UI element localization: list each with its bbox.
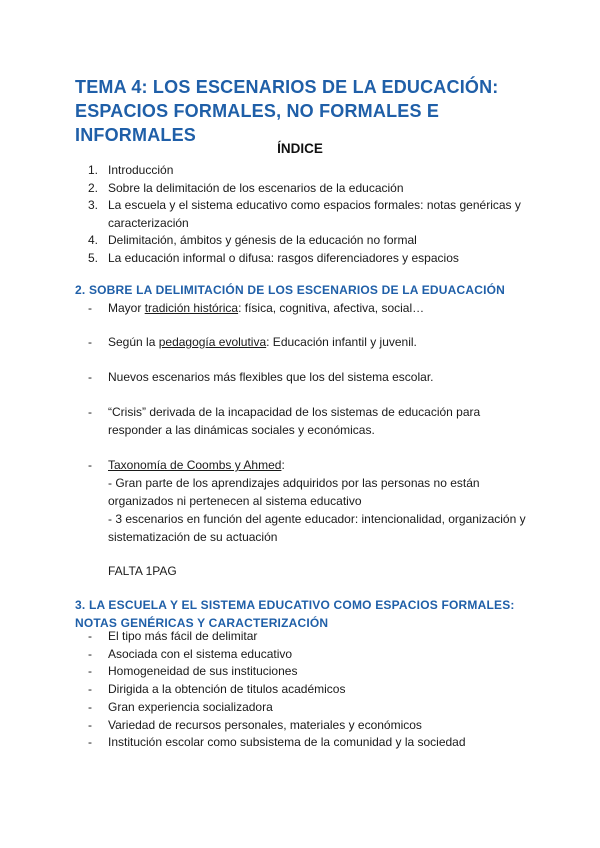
item-text: Dirigida a la obtención de titulos académicos — [108, 682, 346, 697]
list-item — [88, 663, 528, 681]
section-2-item — [88, 403, 528, 439]
dash-bullet: - — [88, 405, 92, 419]
dash-bullet: - — [88, 699, 92, 714]
list-item — [88, 681, 528, 699]
section-3-title: 3. LA ESCUELA Y EL SISTEMA EDUCATIVO COMO ESPACIOS FORMALES: NOTAS GENÉRICAS Y CARACTERIZACIÓN — [75, 598, 515, 630]
section-2-item — [88, 299, 528, 317]
section-2-item — [88, 333, 528, 351]
text-part: Según la — [108, 335, 159, 349]
item-text: “Crisis” derivada de la incapacidad de los sistemas de educación para responder a las dinámicas sociales y económicas. — [108, 405, 481, 437]
list-item — [88, 646, 528, 664]
sub-line: - 3 escenarios en función del agente educador: intencionalidad, organización y sistematización de su actuación — [108, 512, 526, 544]
text-part: : — [281, 458, 285, 472]
underlined-term: tradición histórica — [144, 301, 239, 315]
section-3-list — [88, 628, 528, 752]
dash-bullet: - — [88, 335, 92, 349]
list-item — [88, 699, 528, 717]
underlined-term: pedagogía evolutiva — [158, 335, 267, 349]
title-line-1: TEMA 4: LOS ESCENARIOS DE LA EDUCACIÓN: — [75, 77, 499, 97]
dash-bullet: - — [88, 301, 92, 315]
dash-bullet: - — [88, 735, 92, 750]
index-text: Introducción — [108, 163, 174, 177]
list-item — [88, 734, 528, 752]
underlined-term: Taxonomía de Coombs y Ahmed — [108, 458, 282, 472]
index-text: La educación informal o difusa: rasgos diferenciadores y espacios — [108, 250, 459, 265]
index-item — [88, 197, 528, 232]
item-text — [88, 299, 528, 317]
dash-bullet: - — [88, 664, 92, 679]
dash-bullet: - — [88, 646, 92, 661]
index-item — [88, 180, 528, 198]
index-item — [88, 232, 528, 250]
item-text: Variedad de recursos personales, materiales y económicos — [108, 717, 422, 732]
dash-bullet: - — [88, 717, 92, 732]
index-number: 5. — [88, 250, 99, 265]
index-text: La escuela y el sistema educativo como espacios formales: notas genéricas y caracterización — [108, 198, 521, 230]
index-item — [88, 162, 528, 180]
text-part: Mayor — [108, 301, 145, 315]
item-text: Institución escolar como subsistema de la comunidad y la sociedad — [108, 735, 466, 750]
missing-page-note: FALTA 1PAG — [108, 564, 177, 578]
section-2-title: 2. SOBRE LA DELIMITACIÓN DE LOS ESCENARIOS DE LA EDUACACIÓN — [75, 283, 506, 297]
item-text: Nuevos escenarios más flexibles que los del sistema escolar. — [108, 370, 434, 384]
text-part: : Educación infantil y juvenil. — [266, 335, 417, 349]
item-text — [88, 456, 528, 546]
list-item — [88, 628, 528, 646]
section-2-item — [88, 368, 528, 386]
item-text: Homogeneidad de sus instituciones — [108, 664, 298, 679]
dash-bullet: - — [88, 629, 92, 643]
index-text: Delimitación, ámbitos y génesis de la educación no formal — [108, 233, 417, 247]
index-number: 3. — [88, 198, 99, 212]
index-number: 4. — [88, 233, 99, 247]
dash-bullet: - — [88, 458, 92, 472]
text-part: : física, cognitiva, afectiva, social… — [238, 301, 425, 315]
dash-bullet: - — [88, 370, 92, 384]
index-number: 2. — [88, 180, 99, 195]
index-heading: ÍNDICE — [277, 141, 323, 156]
item-text: Asociada con el sistema educativo — [108, 646, 293, 661]
index-number: 1. — [88, 163, 99, 177]
document-title — [75, 75, 555, 147]
dash-bullet: - — [88, 682, 92, 697]
index-list — [88, 162, 528, 267]
item-text — [88, 333, 528, 351]
index-item — [88, 250, 528, 268]
list-item — [88, 717, 528, 735]
sub-line: - Gran parte de los aprendizajes adquiridos por las personas no están organizados ni pertenecen al sistema educativo — [108, 476, 480, 508]
section-2-item — [88, 456, 528, 546]
item-text: Gran experiencia socializadora — [108, 699, 273, 714]
item-text: El tipo más fácil de delimitar — [108, 629, 258, 643]
index-text: Sobre la delimitación de los escenarios de la educación — [108, 180, 404, 195]
title-line-2: ESPACIOS FORMALES, NO FORMALES E INFORMALES — [75, 101, 440, 145]
